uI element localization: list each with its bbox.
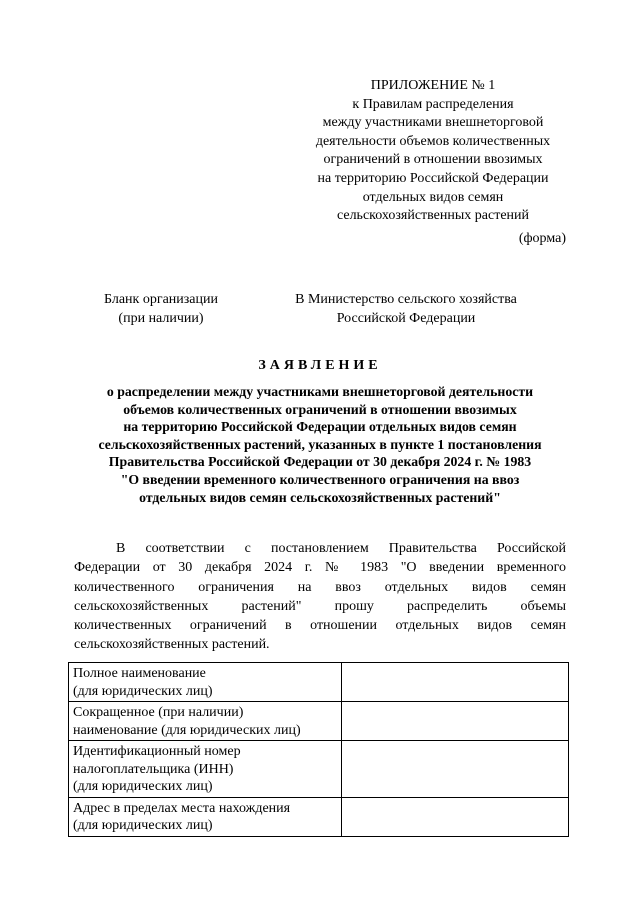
addressee-line: В Министерство сельского хозяйства: [295, 292, 517, 307]
label-line: Идентификационный номер: [73, 744, 241, 759]
label-line: наименование (для юридических лиц): [73, 722, 301, 738]
paragraph-line: сельскохозяйственных растений.: [74, 637, 270, 653]
addressee-line: Российской Федерации: [336, 311, 476, 326]
appendix-line: на территорию Российской Федерации: [317, 170, 549, 186]
field-label-short-name: [69, 702, 342, 741]
field-value-address[interactable]: [342, 797, 569, 836]
field-value-inn[interactable]: [342, 741, 569, 798]
field-value-short-name[interactable]: [342, 702, 569, 741]
appendix-line: ПРИЛОЖЕНИЕ № 1: [370, 78, 496, 93]
paragraph-line: количественного ограничения на ввоз отдельных видов семян: [74, 579, 566, 595]
label-line: Полное наименование: [73, 666, 206, 681]
paragraph-line: В соответствии с постановлением Правительства Российской: [116, 541, 566, 556]
letterhead-line: (при наличии): [118, 311, 204, 326]
table-row: [69, 797, 569, 836]
subtitle-line: "О введении временного количественного ограничения на ввоз: [120, 471, 520, 487]
form-note: (форма): [518, 231, 566, 246]
subtitle-line: отдельных видов семян сельскохозяйственных растений": [139, 489, 501, 505]
table-row: [69, 663, 569, 702]
organization-letterhead-note: [86, 290, 236, 328]
paragraph-line: Федерации от 30 декабря 2024 г. № 1983 "О введении временного: [74, 560, 566, 576]
appendix-line: деятельности объемов количественных: [315, 133, 551, 149]
appendix-line: сельскохозяйственных растений: [336, 208, 530, 224]
appendix-line: ограничений в отношении ввозимых: [323, 152, 543, 168]
label-line: (для юридических лиц): [73, 683, 213, 699]
subtitle-line: объемов количественных ограничений в отношении ввозимых: [123, 401, 517, 417]
label-line: (для юридических лиц): [73, 818, 213, 833]
label-line: Адрес в пределах места нахождения: [73, 800, 291, 816]
label-line: налогоплательщика (ИНН): [73, 761, 234, 777]
field-value-full-name[interactable]: [342, 663, 569, 702]
request-paragraph: [74, 539, 566, 655]
paragraph-line: сельскохозяйственных растений" прошу распределить объемы: [74, 598, 566, 614]
subtitle-line: сельскохозяйственных растений, указанных в пункте 1 постановления: [98, 436, 542, 452]
addressee: [268, 290, 544, 328]
document-subtitle: [60, 383, 580, 506]
paragraph-line: количественных ограничений в отношении отдельных видов семян: [74, 618, 566, 634]
appendix-header: [300, 77, 566, 226]
document-title: ЗАЯВЛЕНИЕ: [258, 358, 382, 373]
subtitle-line: о распределении между участниками внешнеторговой деятельности: [106, 384, 534, 399]
appendix-line: отдельных видов семян: [362, 189, 504, 205]
subtitle-line: на территорию Российской Федерации отдельных видов семян: [123, 419, 517, 435]
letterhead-line: Бланк организации: [103, 292, 218, 307]
field-label-address: [69, 797, 342, 836]
label-line: (для юридических лиц): [73, 779, 213, 794]
field-label-inn: [69, 741, 342, 798]
field-label-full-name: [69, 663, 342, 702]
applicant-info-table: [68, 662, 569, 837]
table-row: [69, 702, 569, 741]
appendix-line: к Правилам распределения: [352, 96, 514, 112]
appendix-line: между участниками внешнеторговой: [322, 115, 544, 131]
subtitle-line: Правительства Российской Федерации от 30 декабря 2024 г. № 1983: [108, 454, 532, 470]
table-row: [69, 741, 569, 798]
label-line: Сокращенное (при наличии): [73, 705, 244, 720]
